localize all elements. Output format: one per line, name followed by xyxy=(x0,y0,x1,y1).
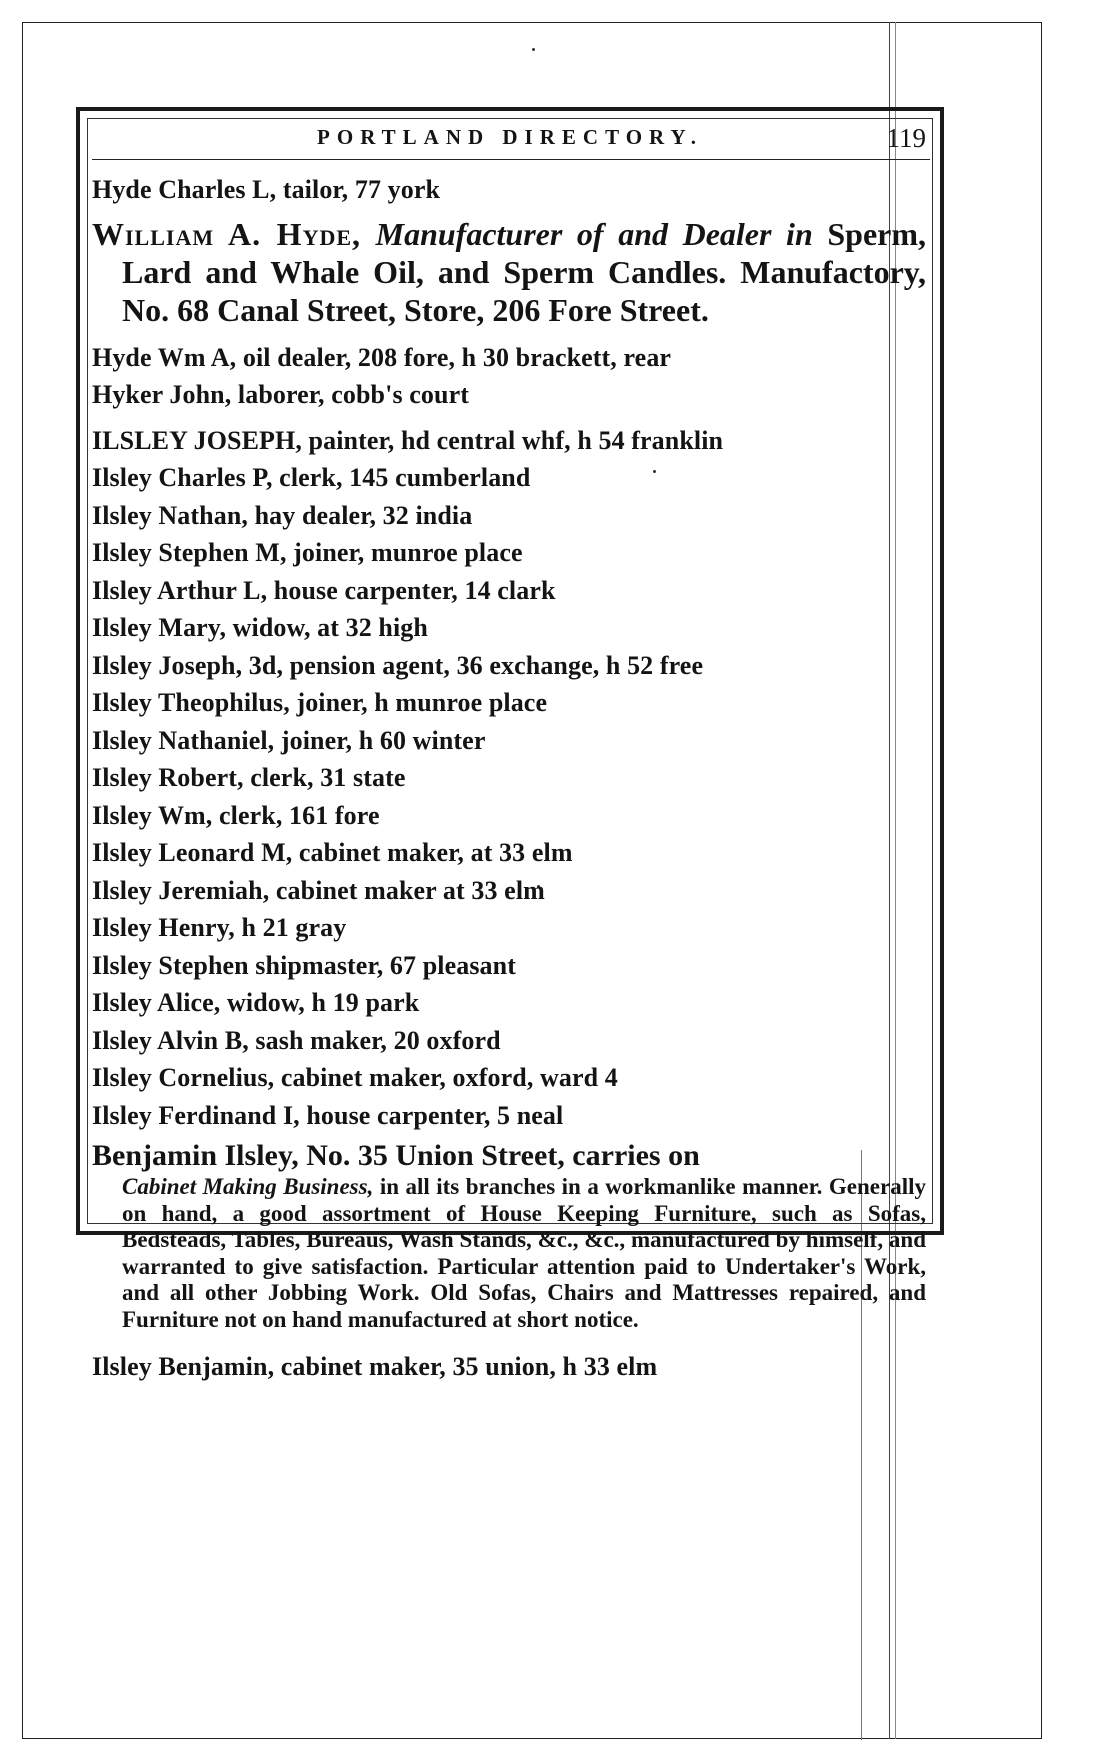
advertiser-name: William A. Hyde, xyxy=(92,215,362,252)
directory-entries xyxy=(92,171,932,1385)
directory-entry: Hyde Charles L, tailor, 77 york xyxy=(92,175,441,204)
ilsley-advertisement-body xyxy=(92,1174,932,1334)
directory-entry: Ilsley Alice, widow, h 19 park xyxy=(92,988,420,1017)
directory-entry: Hyker John, laborer, cobb's court xyxy=(92,380,469,409)
page-number: 119 xyxy=(886,123,926,153)
directory-entry: Ilsley Robert, clerk, 31 state xyxy=(92,763,406,792)
directory-entry: Ilsley Nathan, hay dealer, 32 india xyxy=(92,500,473,530)
running-head xyxy=(80,123,940,157)
advertisement-body: Sperm, Lard and Whale Oil, and Sperm Candles. Manufactory, No. 68 Canal Street, Store, 206 Fore Street. xyxy=(122,215,927,328)
advertiser-tagline: Manufacturer of and Dealer in xyxy=(375,215,813,252)
advertiser-name: Benjamin Ilsley, xyxy=(92,1139,299,1172)
business-type: Cabinet Making Business, xyxy=(122,1174,374,1199)
header-rule xyxy=(92,159,930,160)
directory-entry: Hyde Wm A, oil dealer, 208 fore, h 30 brackett, rear xyxy=(92,342,672,372)
advertiser-address: No. 35 Union Street, carries on xyxy=(306,1139,700,1172)
directory-entry: Ilsley Alvin B, sash maker, 20 oxford xyxy=(92,1025,501,1055)
directory-entry: Ilsley Stephen shipmaster, 67 pleasant xyxy=(92,950,516,980)
directory-entry: Ilsley Theophilus, joiner, h munroe place xyxy=(92,688,548,717)
directory-entry: Ilsley Jeremiah, cabinet maker at 33 elm xyxy=(92,875,545,905)
directory-entry: Ilsley Joseph, 3d, pension agent, 36 exchange, h 52 free xyxy=(92,650,704,680)
advertisement-body: in all its branches in a workmanlike manner. Generally on hand, a good assortment of House Keeping Furniture, such as Sofas, Bedsteads, Tables, Bureaus, Wash Stands, &c., &c., manufactured by himself, and warranted to give satisfaction. Particular attention paid to Undertaker's Work, and all other Jobbing Work. Old Sofas, Chairs and Mattresses repaired, and Furniture not on hand manufactured at short notice. xyxy=(122,1174,926,1332)
directory-entry: Ilsley Ferdinand I, house carpenter, 5 neal xyxy=(92,1100,564,1130)
dust-speck xyxy=(532,48,535,51)
directory-entry: Ilsley Cornelius, cabinet maker, oxford, ward 4 xyxy=(92,1063,618,1092)
directory-entry: Ilsley Arthur L, house carpenter, 14 clark xyxy=(92,575,556,605)
directory-entry: Ilsley Stephen M, joiner, munroe place xyxy=(92,538,523,567)
hyde-advertisement xyxy=(92,215,932,329)
directory-page-box xyxy=(76,107,944,1381)
directory-entry: ILSLEY JOSEPH, painter, hd central whf, h 54 franklin xyxy=(92,425,724,455)
directory-entry: Ilsley Charles P, clerk, 145 cumberland xyxy=(92,463,531,492)
directory-entry: Ilsley Leonard M, cabinet maker, at 33 elm xyxy=(92,838,573,867)
directory-entry: Ilsley Mary, widow, at 32 high xyxy=(92,613,428,642)
page-title: PORTLAND DIRECTORY. xyxy=(317,125,703,149)
directory-entry: Ilsley Wm, clerk, 161 fore xyxy=(92,800,380,830)
directory-entry: Ilsley Henry, h 21 gray xyxy=(92,913,347,942)
directory-entry: Ilsley Nathaniel, joiner, h 60 winter xyxy=(92,725,486,755)
directory-entry: Ilsley Benjamin, cabinet maker, 35 union, h 33 elm xyxy=(92,1351,658,1381)
ilsley-advertisement-heading xyxy=(92,1138,932,1174)
